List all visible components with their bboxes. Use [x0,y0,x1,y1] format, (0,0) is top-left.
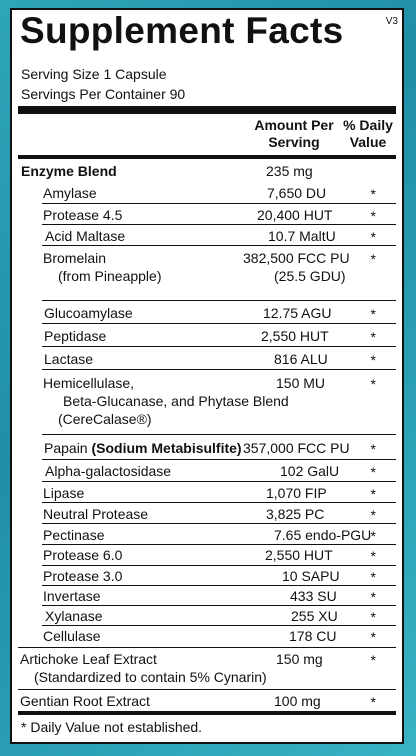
table-row [18,625,396,648]
ingredient-name: Peptidase [44,328,107,344]
ingredient-dv: * [370,229,376,245]
ingredient-dv: * [370,629,376,645]
ingredient-amount: 357,000 FCC PU [243,440,350,456]
ingredient-dv: * [370,186,376,202]
dv-header-line1: % Daily [343,117,393,133]
panel-title: Supplement Facts [20,10,344,51]
ingredient-name: Gentian Root Extract [20,693,150,709]
table-row [18,481,396,502]
table-row [18,544,396,565]
ingredient-dv: * [370,609,376,625]
table-row [18,585,396,605]
ingredient-amount: 816 ALU [274,351,328,367]
ingredient-name [44,440,242,457]
enzyme-blend-amount: 235 mg [266,163,313,179]
table-row [18,459,396,481]
ingredient-dv: * [370,589,376,605]
ingredient-amount-detail: (25.5 GDU) [274,268,346,284]
ingredient-amount: 178 CU [289,628,337,644]
table-row [18,346,396,369]
ingredient-name: Hemicellulase, [43,375,135,391]
ingredient-amount: 7,650 DU [267,185,327,201]
ingredient-dv: * [370,352,376,368]
ingredient-dv: * [370,694,376,710]
ingredient-dv: * [370,208,376,224]
ingredient-dv: * [370,376,376,392]
dv-header [332,117,404,151]
ingredient-dv: * [370,569,376,585]
ingredient-amount: 382,500 FCC PU [243,250,350,266]
ingredient-amount: 7.65 endo-PGU [274,527,372,543]
ingredient-dv: * [370,507,376,523]
ingredient-dv: * [370,486,376,502]
table-row [18,565,396,585]
ingredient-amount: 433 SU [290,588,337,604]
ingredient-name: Cellulase [43,628,101,644]
ingredient-name: Xylanase [45,608,103,624]
ingredient-dv: * [370,548,376,564]
ingredient-name: Protease 3.0 [43,568,123,584]
top-rule [18,106,396,114]
ingredient-name: Bromelain [43,250,107,266]
ingredient-dv: * [370,306,376,322]
supplement-facts-panel [10,8,404,744]
artichoke-row [18,648,396,690]
amount-header-line1: Amount Per [254,117,334,133]
ingredient-name: Protease 6.0 [43,547,123,563]
amount-header-line2: Serving [268,134,320,150]
ingredient-amount: 3,825 PC [266,506,325,522]
dv-header-line2: Value [349,134,387,150]
table-row [18,502,396,523]
ingredient-amount: 20,400 HUT [257,207,333,223]
footnote: * Daily Value not established. [21,719,203,735]
ingredient-name: Glucoamylase [44,305,133,321]
gentian-row [18,690,396,711]
ingredient-dv: * [370,528,376,544]
ingredient-name: Pectinase [43,527,105,543]
ingredient-name: Acid Maltase [45,228,126,244]
ingredient-name: Invertase [43,588,101,604]
ingredient-amount: 100 mg [274,693,321,709]
ingredient-name: Alpha-galactosidase [45,463,172,479]
ingredient-dv: * [370,464,376,480]
ingredient-amount: 1,070 FIP [266,485,327,501]
table-row [18,605,396,625]
ingredient-name: Artichoke Leaf Extract [20,651,157,667]
ingredient-dv: * [370,652,376,668]
ingredient-name: Lactase [44,351,94,367]
ingredient-dv: * [370,441,376,457]
ingredient-name: Lipase [43,485,85,501]
ingredient-name-detail: (Standardized to contain 5% Cynarin) [34,669,267,685]
table-row [18,224,396,245]
ingredient-name-detail: Beta-Glucanase, and Phytase Blend [63,393,289,409]
table-row [18,245,396,300]
ingredient-amount: 2,550 HUT [261,328,329,344]
amount-header [244,117,344,151]
ingredient-amount: 150 mg [276,651,323,667]
table-row [18,523,396,544]
ingredient-amount: 150 MU [276,375,326,391]
ingredient-name-trademark: (CereCalase®) [58,411,152,427]
ingredient-amount: 10.7 MaltU [268,228,336,244]
version-mark: V3 [385,16,398,27]
ingredient-name: Neutral Protease [43,506,149,522]
ingredient-amount: 255 XU [291,608,338,624]
ingredient-name-detail: (from Pineapple) [58,268,162,284]
ingredient-name: Amylase [43,185,97,201]
table-row [18,203,396,224]
ingredient-dv: * [370,329,376,345]
serving-size: Serving Size 1 Capsule [21,66,167,82]
enzyme-blend-row [18,159,396,182]
table-row [18,182,396,203]
ingredient-name: Protease 4.5 [43,207,123,223]
table-row [18,434,396,459]
bottom-rule [18,711,396,715]
enzyme-blend-name: Enzyme Blend [21,163,117,179]
ingredient-dv: * [370,251,376,267]
ingredient-name-bold: (Sodium Metabisulfite) [91,440,242,456]
ingredient-amount: 2,550 HUT [265,547,333,563]
table-row [18,369,396,434]
ingredient-amount: 12.75 AGU [263,305,332,321]
table-row [18,323,396,346]
ingredient-name-text: Papain [44,440,88,456]
ingredient-amount: 10 SAPU [282,568,340,584]
servings-per-container: Servings Per Container 90 [21,86,186,102]
table-row [18,300,396,323]
ingredient-amount: 102 GalU [280,463,340,479]
